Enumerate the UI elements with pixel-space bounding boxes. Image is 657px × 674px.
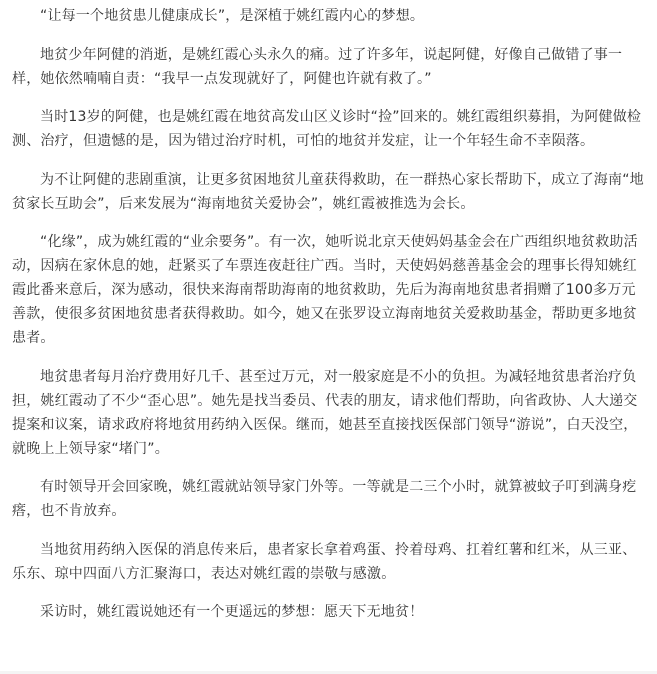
paragraph-5: “化缘”，成为姚红霞的“业余要务”。有一次，她听说北京天使妈妈基金会在广西组织地贫救助活动，因病在家休息的她，赶紧买了车票连夜赶往广西。当时，天使妈妈慈善基金会的理事长得知姚红霞此番来意后，深为感动，很快来海南帮助海南的地贫救助，先后为海南地贫患者捐赠了100多万元善款，使很多贫困地贫患者获得救助。如今，她又在张罗设立海南地贫关爱救助基金，帮助更多地贫患者。 bbox=[12, 234, 638, 346]
paragraph-1: “让每一个地贫患儿健康成长”，是深植于姚红霞内心的梦想。 bbox=[40, 8, 425, 24]
paragraph-4: 为不让阿健的悲剧重演，让更多贫困地贫儿童获得救助，在一群热心家长帮助下，成立了海南“地贫家长互助会”，后来发展为“海南地贫关爱协会”，姚红霞被推选为会长。 bbox=[12, 171, 644, 212]
paragraph-6: 地贫患者每月治疗费用好几千、甚至过万元，对一般家庭是不小的负担。为减轻地贫患者治疗负担，姚红霞动了不少“歪心思”。她先是找当委员、代表的朋友，请求他们帮助，向省政协、人大递交提案和议案，请求政府将地贫用药纳入医保。继而，她甚至直接找医保部门领导“游说”，白天没空，就晚上上领导家“堵门”。 bbox=[12, 368, 638, 457]
paragraph-8: 当地贫用药纳入医保的消息传来后，患者家长拿着鸡蛋、拎着母鸡、扛着红薯和红米，从三亚、乐东、琼中四面八方汇聚海口，表达对姚红霞的崇敬与感激。 bbox=[12, 541, 637, 582]
paragraph-9: 采访时，姚红霞说她还有一个更遥远的梦想：愿天下无地贫！ bbox=[40, 604, 424, 620]
paragraph-7: 有时领导开会回家晚，姚红霞就站领导家门外等。一等就是二三个小时，就算被蚊子叮到满身疙瘩，也不肯放弃。 bbox=[12, 479, 637, 519]
paragraph-2: 地贫少年阿健的消逝，是姚红霞心头永久的痛。过了许多年，说起阿健，好像自己做错了事一样，她依然喃喃自责：“我早一点发现就好了，阿健也许就有救了。” bbox=[12, 46, 623, 87]
paragraph-3: 当时13岁的阿健，也是姚红霞在地贫高发山区义诊时“捡”回来的。姚红霞组织募捐，为阿健做检测、治疗，但遗憾的是，因为错过治疗时机，可怕的地贫并发症，让一个年轻生命不幸陨落。 bbox=[12, 109, 642, 149]
